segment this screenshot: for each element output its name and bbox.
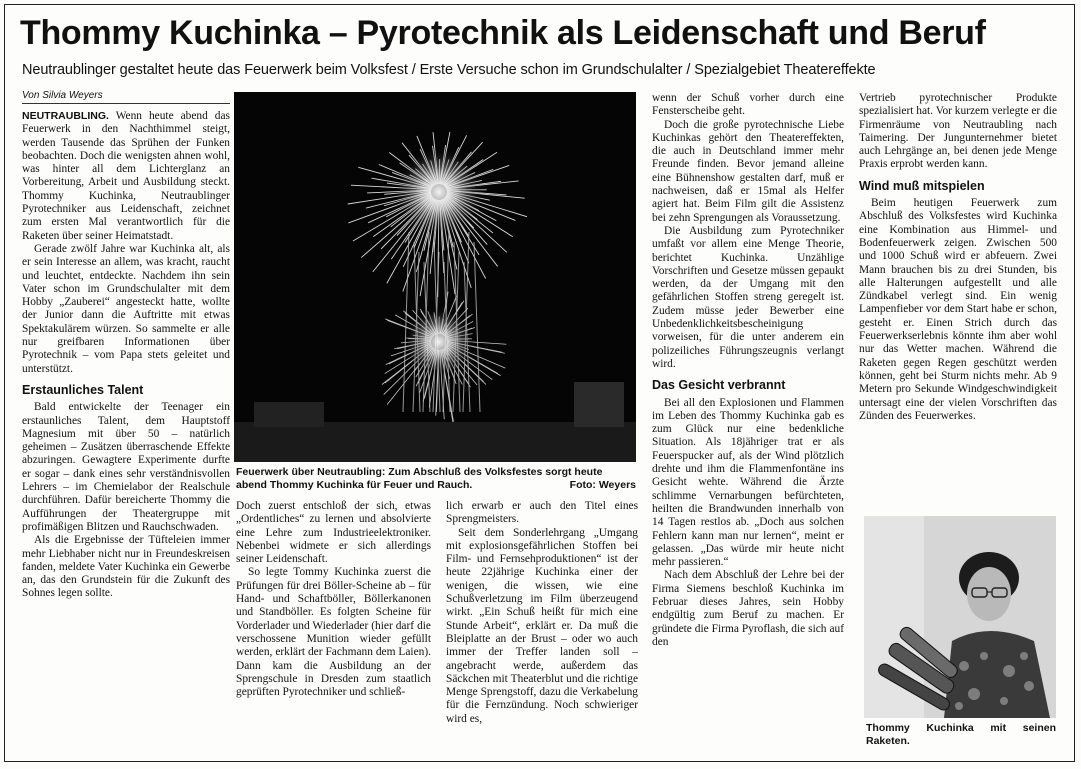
paragraph: Gerade zwölf Jahre war Kuchinka alt, als er sein Interesse an allem, was kracht, raucht und leuchtet, entdeckte. Nachdem ihn sein Vater schon im Grundschulalter mit dem Hobby „Zauberei“ angesteckt hatte, wollte der Junior dann die Auftritte mit etwas Spektakulärem würzen. So sammelte er alle nur greifbaren Informationen über Pyrotechnik – vom Papa stets geleitet und unterstützt. — [22, 242, 230, 375]
paragraph: Doch zuerst entschloß der sich, etwas „Ordentliches“ zu lernen und absolvierte eine Lehre zum Industrieelektroniker. Nebenbei widmete er sich allerdings seiner Leidenschaft. — [236, 500, 431, 566]
caption-text: Feuerwerk über Neutraubling: Zum Abschluß des Volksfestes sorgt heute abend Thommy Kuchinka für Feuer und Rauch. — [236, 466, 603, 491]
portrait-photo — [864, 516, 1056, 718]
paragraph: Vertrieb pyrotechnischer Produkte spezialisiert hat. Vor kurzem verlegte er die Firmenräume von Neutraubling nach Taimering. Der Jungunternehmer bietet auch Lehrgänge an, bei denen jede Menge Praxis erprobt werden kann. — [859, 92, 1057, 171]
photo-caption — [236, 466, 636, 491]
paragraph: Beim heutigen Feuerwerk zum Abschluß des Volksfestes wird Kuchinka eine Kombination aus Himmel- und Bodenfeuerwerk zeigen. Zwischen 500 und 1000 Schuß wird er abfeuern. Zwei Mann brauchen bis zu drei Stunden, bis alle Halterungen aufgestellt und alle Zündkabel verlegt sind. Ein wenig Lampenfieber vor dem Start habe er schon, gesteht er. Einen Strich durch das Feuerwerkserlebnis könnte ihm aber wohl nur das Wetter machen. Während die Raketen gegen Regen geschützt werden können, geht bei Sturm nichts mehr. Ab 9 Metern pro Sekunde Windgeschwindigkeit untersagt eine der vielen Vorschriften das Zünden des Feuerwerkes. — [859, 197, 1057, 422]
headline: Thommy Kuchinka – Pyrotechnik als Leidenschaft und Beruf — [20, 14, 986, 52]
paragraph: Nach dem Abschluß der Lehre bei der Firma Siemens beschloß Kuchinka im Februar dieses Jahres, sein Hobby endgültig zum Beruf zu machen. Er gründete die Firma Pyroflash, die sich auf den — [652, 569, 844, 648]
dateline: NEUTRAUBLING. — [22, 110, 109, 122]
section-heading: Das Gesicht verbrannt — [652, 378, 786, 393]
subheadline: Neutraublinger gestaltet heute das Feuerwerk beim Volksfest / Erste Versuche schon im Grundschulalter / Spezialgebiet Theatereffekte — [22, 62, 876, 78]
byline: Von Silvia Weyers — [22, 90, 230, 104]
paragraph: Die Ausbildung zum Pyrotechniker umfaßt vor allem eine Menge Theorie, berichtet Kuchinka. Unzählige Vorschriften und Gesetze müssen gepaukt werden, da der Umgang mit den gefährlichen Stoffen streng geregelt ist. Zudem müsse jeder Bewerber eine Unbedenklichkeitsbescheinigung vorweisen, für die unter anderem ein polizeiliches Führungszeugnis verlangt wird. — [652, 224, 844, 370]
photo-credit: Foto: Weyers — [569, 478, 636, 491]
portrait-image — [864, 516, 1056, 718]
paragraph-text: Wenn heute abend das Feuerwerk in den Nachthimmel steigt, werden Tausende das Sprühen der Funken beobachten. Doch die wenigsten ahnen wohl, was hinter all dem Lichterglanz an Vorbereitung, Arbeit und Ausbildung steckt. Thommy Kuchinka, Neutraublinger Pyrotechniker aus Leidenschaft, zeichnet zum ersten Mal verantwortlich für die Raketen über seiner Heimatstadt. — [22, 110, 230, 242]
column-1 — [22, 110, 230, 755]
paragraph: Bei all den Explosionen und Flammen im Leben des Thommy Kuchinka gab es zum Glück nur eine bedenkliche Situation. Als 18jähriger trat er als Feuerspucker auf, als der Wind plötzlich drehte und ihm die Flammenfontäne ins Gesicht wehte. Während die Ärzte schlimme Vernarbungen befürchteten, heilten die Brandwunden innerhalb von 14 Tagen restlos ab. „Doch aus solchen Fehlern kann man nur lernen“, meint er gelassen. „Das würde mir heute nicht mehr passieren.“ — [652, 396, 844, 569]
paragraph: Doch die große pyrotechnische Liebe Kuchinkas gehört den Theatereffekten, die auch in Deutschland immer mehr Freunde finden. Bevor jemand alleine eine Bühnenshow gestalten darf, muß er nachweisen, daß er 15mal als Helfer agiert hat. Beim Film gilt die Assistenz bei zehn Sprengungen als Voraussetzung. — [652, 118, 844, 224]
column-2 — [236, 500, 431, 755]
portrait-caption: Thommy Kuchinka mit seinen Raketen. — [866, 722, 1056, 747]
fireworks-photo — [234, 92, 636, 462]
fireworks-image — [234, 92, 636, 462]
paragraph: Seit dem Sonderlehrgang „Umgang mit explosionsgefährlichen Stoffen bei Film- und Fernsehproduktionen“ ist der heute 22jährige Kuchinka einer der wenigen, die wissen, wie eine Schußverletzung im Film überzeugend wirkt. „Ein Schuß heißt für mich eine Stunde Arbeit“, erklärt er. Da muß die Bleiplatte an der Brust – oder wo auch immer der Treffer landen soll – angebracht werde, außerdem das Säckchen mit Theaterblut und die richtige Menge Sprengstoff, dazu die Verkabelung für die Fernzündung. Noch schwieriger wird es, — [446, 526, 638, 725]
paragraph: Bald entwickelte der Teenager ein erstaunliches Talent, dem Hauptstoff Magnesium mit über 50 – natürlich geheimen – Zusätzen überraschende Effekte abzuringen. Gewagtere Experimente durfte er sogar – dank eines sehr verständnisvollen Lehrers – im Chemielabor der Realschule durchführen. Dafür bereicherte Thommy die Aufführungen der Theatergruppe mit profimäßigen Blitzen und Rauchschwaden. — [22, 401, 230, 533]
section-heading: Erstaunliches Talent — [22, 382, 144, 397]
paragraph: Als die Ergebnisse der Tüfteleien immer mehr Liebhaber nicht nur in Freundeskreisen fanden, meldete Vater Kuchinka ein Gewerbe an, das den Grundstein für die Zukunft des Sohnes legen sollte. — [22, 534, 230, 600]
section-heading: Wind muß mitspielen — [859, 178, 985, 193]
paragraph: So legte Tommy Kuchinka zuerst die Prüfungen für drei Böller-Scheine ab – für Hand- und Schaftböller, Böllerkanonen und Standböller. Es folgten Scheine für Vorderlader und Wiederlader (hier darf die verschossene Munition wieder gefüllt werden, erklärt der Fachmann dem Laien). Dann kam die Ausbildung an der Sprengschule in Dresden zum staatlich geprüften Pyrotechniker und schließ- — [236, 566, 431, 699]
column-4 — [652, 92, 844, 755]
column-3 — [446, 500, 638, 755]
paragraph: lich erwarb er auch den Titel eines Sprengmeisters. — [446, 500, 638, 526]
column-5 — [859, 92, 1057, 512]
paragraph: wenn der Schuß vorher durch eine Fensterscheibe geht. — [652, 92, 844, 118]
paragraph — [22, 110, 230, 243]
